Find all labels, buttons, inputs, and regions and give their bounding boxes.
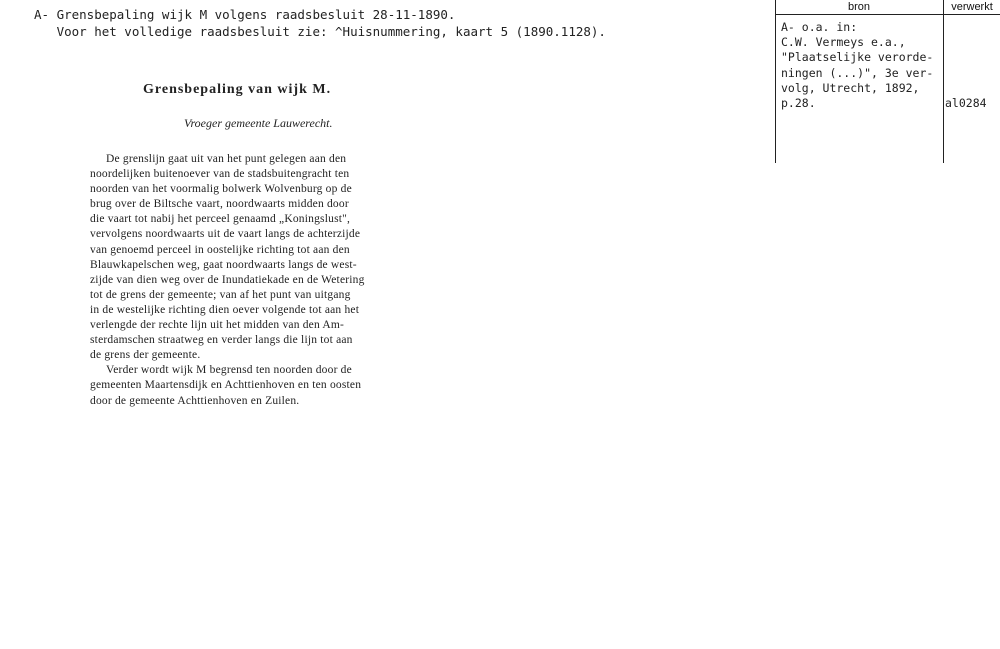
header-note bbox=[34, 6, 606, 40]
table-header-divider bbox=[775, 14, 1000, 15]
body-line: gemeenten Maartensdijk en Achttienhoven en ten oosten bbox=[90, 379, 362, 392]
table-column-divider bbox=[943, 0, 944, 163]
header-line: Voor het volledige raadsbesluit zie: ^Huisnummering, kaart 5 (1890.1128). bbox=[34, 24, 606, 39]
body-line: van genoemd perceel in oostelijke richting tot aan den bbox=[90, 243, 350, 256]
table-border-left bbox=[775, 0, 776, 163]
body-line: door de gemeente Achttienhoven en Zuilen. bbox=[90, 394, 300, 407]
document-subtitle: Vroeger gemeente Lauwerecht. bbox=[184, 116, 333, 130]
body-line: de grens der gemeente. bbox=[90, 349, 201, 362]
source-table bbox=[775, 0, 1000, 163]
body-line: zijde van dien weg over de Inundatiekade en de Wetering bbox=[90, 273, 365, 286]
bron-line: A- o.a. in: bbox=[781, 20, 858, 34]
body-line: De grenslijn gaat uit van het punt gelegen aan den bbox=[106, 153, 347, 165]
bron-line: volg, Utrecht, 1892, bbox=[781, 80, 920, 95]
body-line: noordelijken buitenoever van de stadsbuitengracht ten bbox=[90, 168, 350, 181]
column-header-bron: bron bbox=[847, 1, 871, 13]
body-line: verlengde der rechte lijn uit het midden van den Am- bbox=[90, 319, 345, 332]
column-header-verwerkt: verwerkt bbox=[951, 1, 993, 13]
body-line: vervolgens noordwaarts uit de vaart langs de achterzijde bbox=[90, 228, 361, 241]
body-line: noorden van het voormalig bolwerk Wolvenburg op de bbox=[90, 183, 352, 196]
header-line: A- Grensbepaling wijk M volgens raadsbesluit 28-11-1890. bbox=[34, 7, 456, 22]
document-body bbox=[90, 152, 446, 409]
body-line: Verder wordt wijk M begrensd ten noorden door de bbox=[106, 364, 352, 377]
bron-line: C.W. Vermeys e.a., bbox=[781, 35, 906, 50]
body-line: brug over de Biltsche vaart, noordwaarts midden door bbox=[90, 198, 349, 211]
bron-line: p.28. bbox=[781, 96, 816, 111]
body-line: in de westelijke richting dien oever volgende tot aan het bbox=[90, 303, 360, 316]
body-line: Blauwkapelschen weg, gaat noordwaarts langs de west- bbox=[90, 258, 357, 271]
document-title: Grensbepaling van wijk M. bbox=[143, 82, 332, 97]
bron-cell bbox=[781, 20, 933, 111]
body-line: die vaart tot nabij het perceel genaamd „Koningslust", bbox=[90, 213, 351, 226]
verwerkt-cell: al0284 bbox=[945, 96, 987, 110]
body-line: tot de grens der gemeente; van af het punt van uitgang bbox=[90, 288, 351, 301]
body-line: sterdamschen straatweg en verder langs die lijn tot aan bbox=[90, 334, 353, 347]
bron-line: ningen (...)", 3e ver- bbox=[781, 65, 934, 80]
bron-line: "Plaatselijke verorde- bbox=[781, 50, 934, 65]
